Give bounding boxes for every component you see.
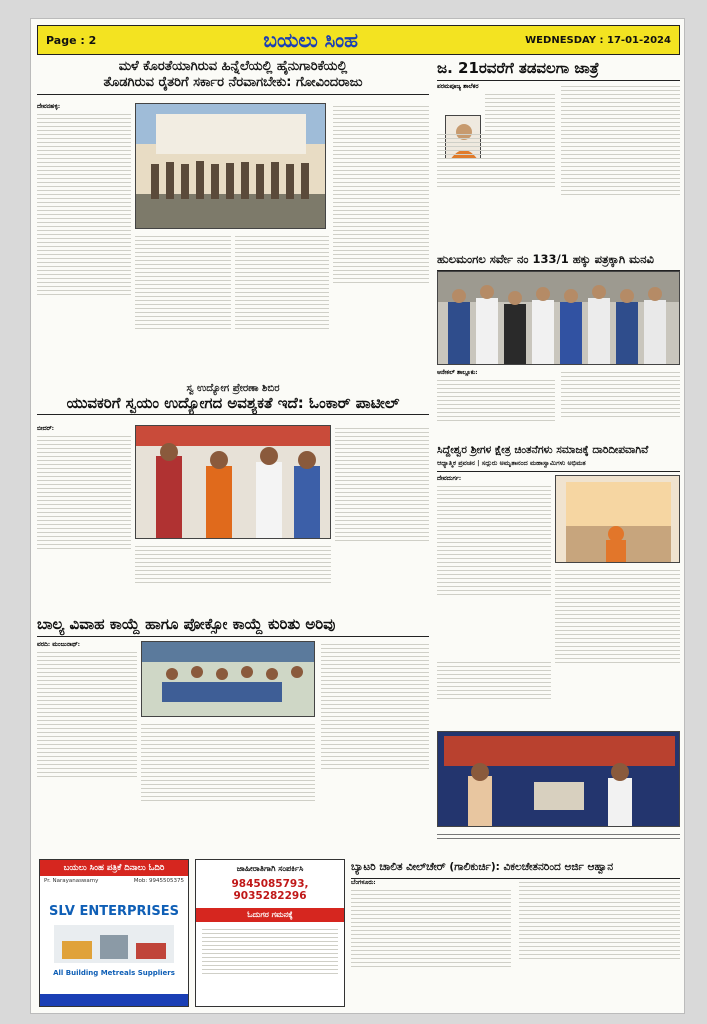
story-dateline: ಬೆಂಗಳೂರು: <box>351 879 376 886</box>
building-materials-image <box>54 925 174 963</box>
story-body-col2 <box>141 721 315 851</box>
ad-contact-phone: Mob: 9945505375 <box>133 878 184 884</box>
ad-tagline: All Building Metreals Suppliers <box>53 969 175 977</box>
story-body-col2 <box>519 879 680 1007</box>
story-body-col2 <box>555 567 680 725</box>
ad-contact-phones: 9845085793, 9035282296 <box>231 878 309 902</box>
issue-date: WEDNESDAY : 17-01-2024 <box>525 34 671 46</box>
story-headline-line2: ತೊಡಗಿರುವ ರೈತರಿಗೆ ಸರ್ಕಾರ ನೆರವಾಗಬೇಕು: ಗೋವಿಂದರಾಜು <box>103 75 363 90</box>
story-photo <box>141 641 315 717</box>
photo-caption <box>437 831 680 851</box>
story-headline: ಬಾಲ್ಯ ವಿವಾಹ ಕಾಯ್ದೆ ಹಾಗೂ ಪೋಕ್ಸೋ ಕಾಯ್ದೆ ಕುರಿತು ಅರಿವು <box>37 615 336 633</box>
story-rain-shortage <box>37 59 429 381</box>
story-dateline: ವರದಿ: ಮಂಜುನಾಥ್: <box>37 641 80 648</box>
story-body-col1 <box>37 103 131 381</box>
ad-company-name: SLV ENTERPRISES <box>49 904 179 919</box>
story-self-employment <box>37 383 429 609</box>
training-camp-photo-image <box>136 426 331 539</box>
story-dateline: ಬೀದರ್: <box>37 425 54 432</box>
story-child-marriage <box>37 615 429 851</box>
story-dateline: ದೇವದುರ್ಗ: <box>437 475 462 482</box>
paper-name: ಬಯಲು ಸಿಂಹ <box>263 28 358 52</box>
page-number: Page : 2 <box>46 33 97 47</box>
building-materials-icon <box>54 925 174 963</box>
story-photo-2 <box>437 731 680 827</box>
masthead <box>37 25 680 55</box>
story-body-col2 <box>561 369 680 441</box>
awareness-programme-photo-image <box>142 642 315 717</box>
story-body-col2 <box>135 233 231 381</box>
story-subhead: ಆಧ್ಯಾತ್ಮಿಕ ಪ್ರವಚನ | ಸದ್ಗುರು ಅಮೃತಾನಂದ ಮಹಾಸ್ವಾಮಿಗಳು ಅಭಿಮತ <box>437 459 586 467</box>
story-body-col1 <box>437 369 555 441</box>
story-body-col2 <box>561 83 680 249</box>
story-photo <box>437 271 680 365</box>
stage-programme-photo-image <box>438 732 680 827</box>
story-dateline: ಆನೇಕಲ್ ತಾಲ್ಲೂಕು: <box>437 369 478 376</box>
advertising-contact-box <box>195 859 345 1007</box>
readers-notice-title: ಓದುಗರ ಗಮನಕ್ಕೆ <box>196 908 344 922</box>
story-body-col1 <box>37 425 131 609</box>
story-photo <box>135 425 331 539</box>
story-body-col3 <box>335 425 429 609</box>
pravachana-stage-photo-image <box>556 476 680 563</box>
story-siddeshwara <box>437 443 680 851</box>
story-body-col3 <box>437 659 551 729</box>
story-headline: ಜ. 21ರವರೆಗೆ ತಡವಲಗಾ ಜಾತ್ರೆ <box>437 59 599 77</box>
meeting-photo-image <box>438 272 680 365</box>
story-body-col4 <box>333 103 429 381</box>
group-photo-image <box>136 104 326 229</box>
readers-notice-body <box>196 922 344 981</box>
slv-enterprises-ad <box>39 859 189 1007</box>
story-headline: ಬ್ಯಾಟರಿ ಚಾಲಿತ ವೀಲ್‌ಚೇರ್ (ಗಾಲಿಕುರ್ಚಿ): ವಿಕಲಚೇತನರಿಂದ ಅರ್ಜಿ ಆಹ್ವಾನ <box>351 861 614 873</box>
story-photo <box>135 103 326 229</box>
story-headline: ಯುವಕರಿಗೆ ಸ್ವಯಂ ಉದ್ಯೋಗದ ಅವಶ್ಯಕತೆ ಇದೆ: ಓಂಕಾರ್ ಪಾಟೀಲ್ <box>66 394 400 412</box>
story-body-col1 <box>437 83 555 249</box>
story-headline: ಹುಲಮಂಗಲ ಸರ್ವೇ ನಂ 133/1 ಹಕ್ಕು ಪತ್ರಕ್ಕಾಗಿ ಮನವಿ <box>437 252 654 266</box>
story-dateline: ಪರಮಪೂಜ್ಯ ಶಾಲೆಕರ <box>437 83 479 90</box>
story-body-col3 <box>235 233 329 381</box>
story-body-col2 <box>135 543 331 609</box>
ad-contact-title: ಜಾಹೀರಾತಿಗಾಗಿ ಸಂಪರ್ಕಿಸಿ <box>236 864 304 873</box>
story-photo-1 <box>555 475 680 563</box>
story-jatre <box>437 59 680 249</box>
ad-contact-name: Pr. Narayanaswamy <box>44 878 99 884</box>
story-wheelchair <box>351 859 680 1007</box>
ad-banner: ಬಯಲು ಸಿಂಹ ಪತ್ರಿಕೆ ದಿನಾಲು ಓದಿರಿ <box>40 860 188 876</box>
story-body-col1 <box>351 879 511 1007</box>
story-body-col3 <box>321 641 429 851</box>
story-hulamangala <box>437 251 680 441</box>
story-dateline: ದೇವನಹಳ್ಳಿ: <box>37 103 61 110</box>
story-body-col1 <box>37 641 137 851</box>
newspaper-page <box>30 18 685 1014</box>
story-body-col1 <box>437 475 551 655</box>
story-headline: ಸಿದ್ದೇಶ್ವರ ಶ್ರೀಗಳ ಕ್ಷೇತ್ರ ಚಿಂತನೆಗಳು ಸಮಾಜಕ್ಕೆ ದಾರಿದೀಪವಾಗಿವೆ <box>437 444 649 456</box>
story-kicker: ಸ್ವ ಉದ್ಯೋಗ ಪ್ರೇರಣಾ ಶಿಬಿರ <box>186 383 280 394</box>
story-headline: ಮಳೆ ಕೊರತೆಯಾಗಿರುವ ಹಿನ್ನೆಲೆಯಲ್ಲಿ ಹೈನುಗಾರಿಕೆಯಲ್ಲಿ <box>118 59 348 74</box>
